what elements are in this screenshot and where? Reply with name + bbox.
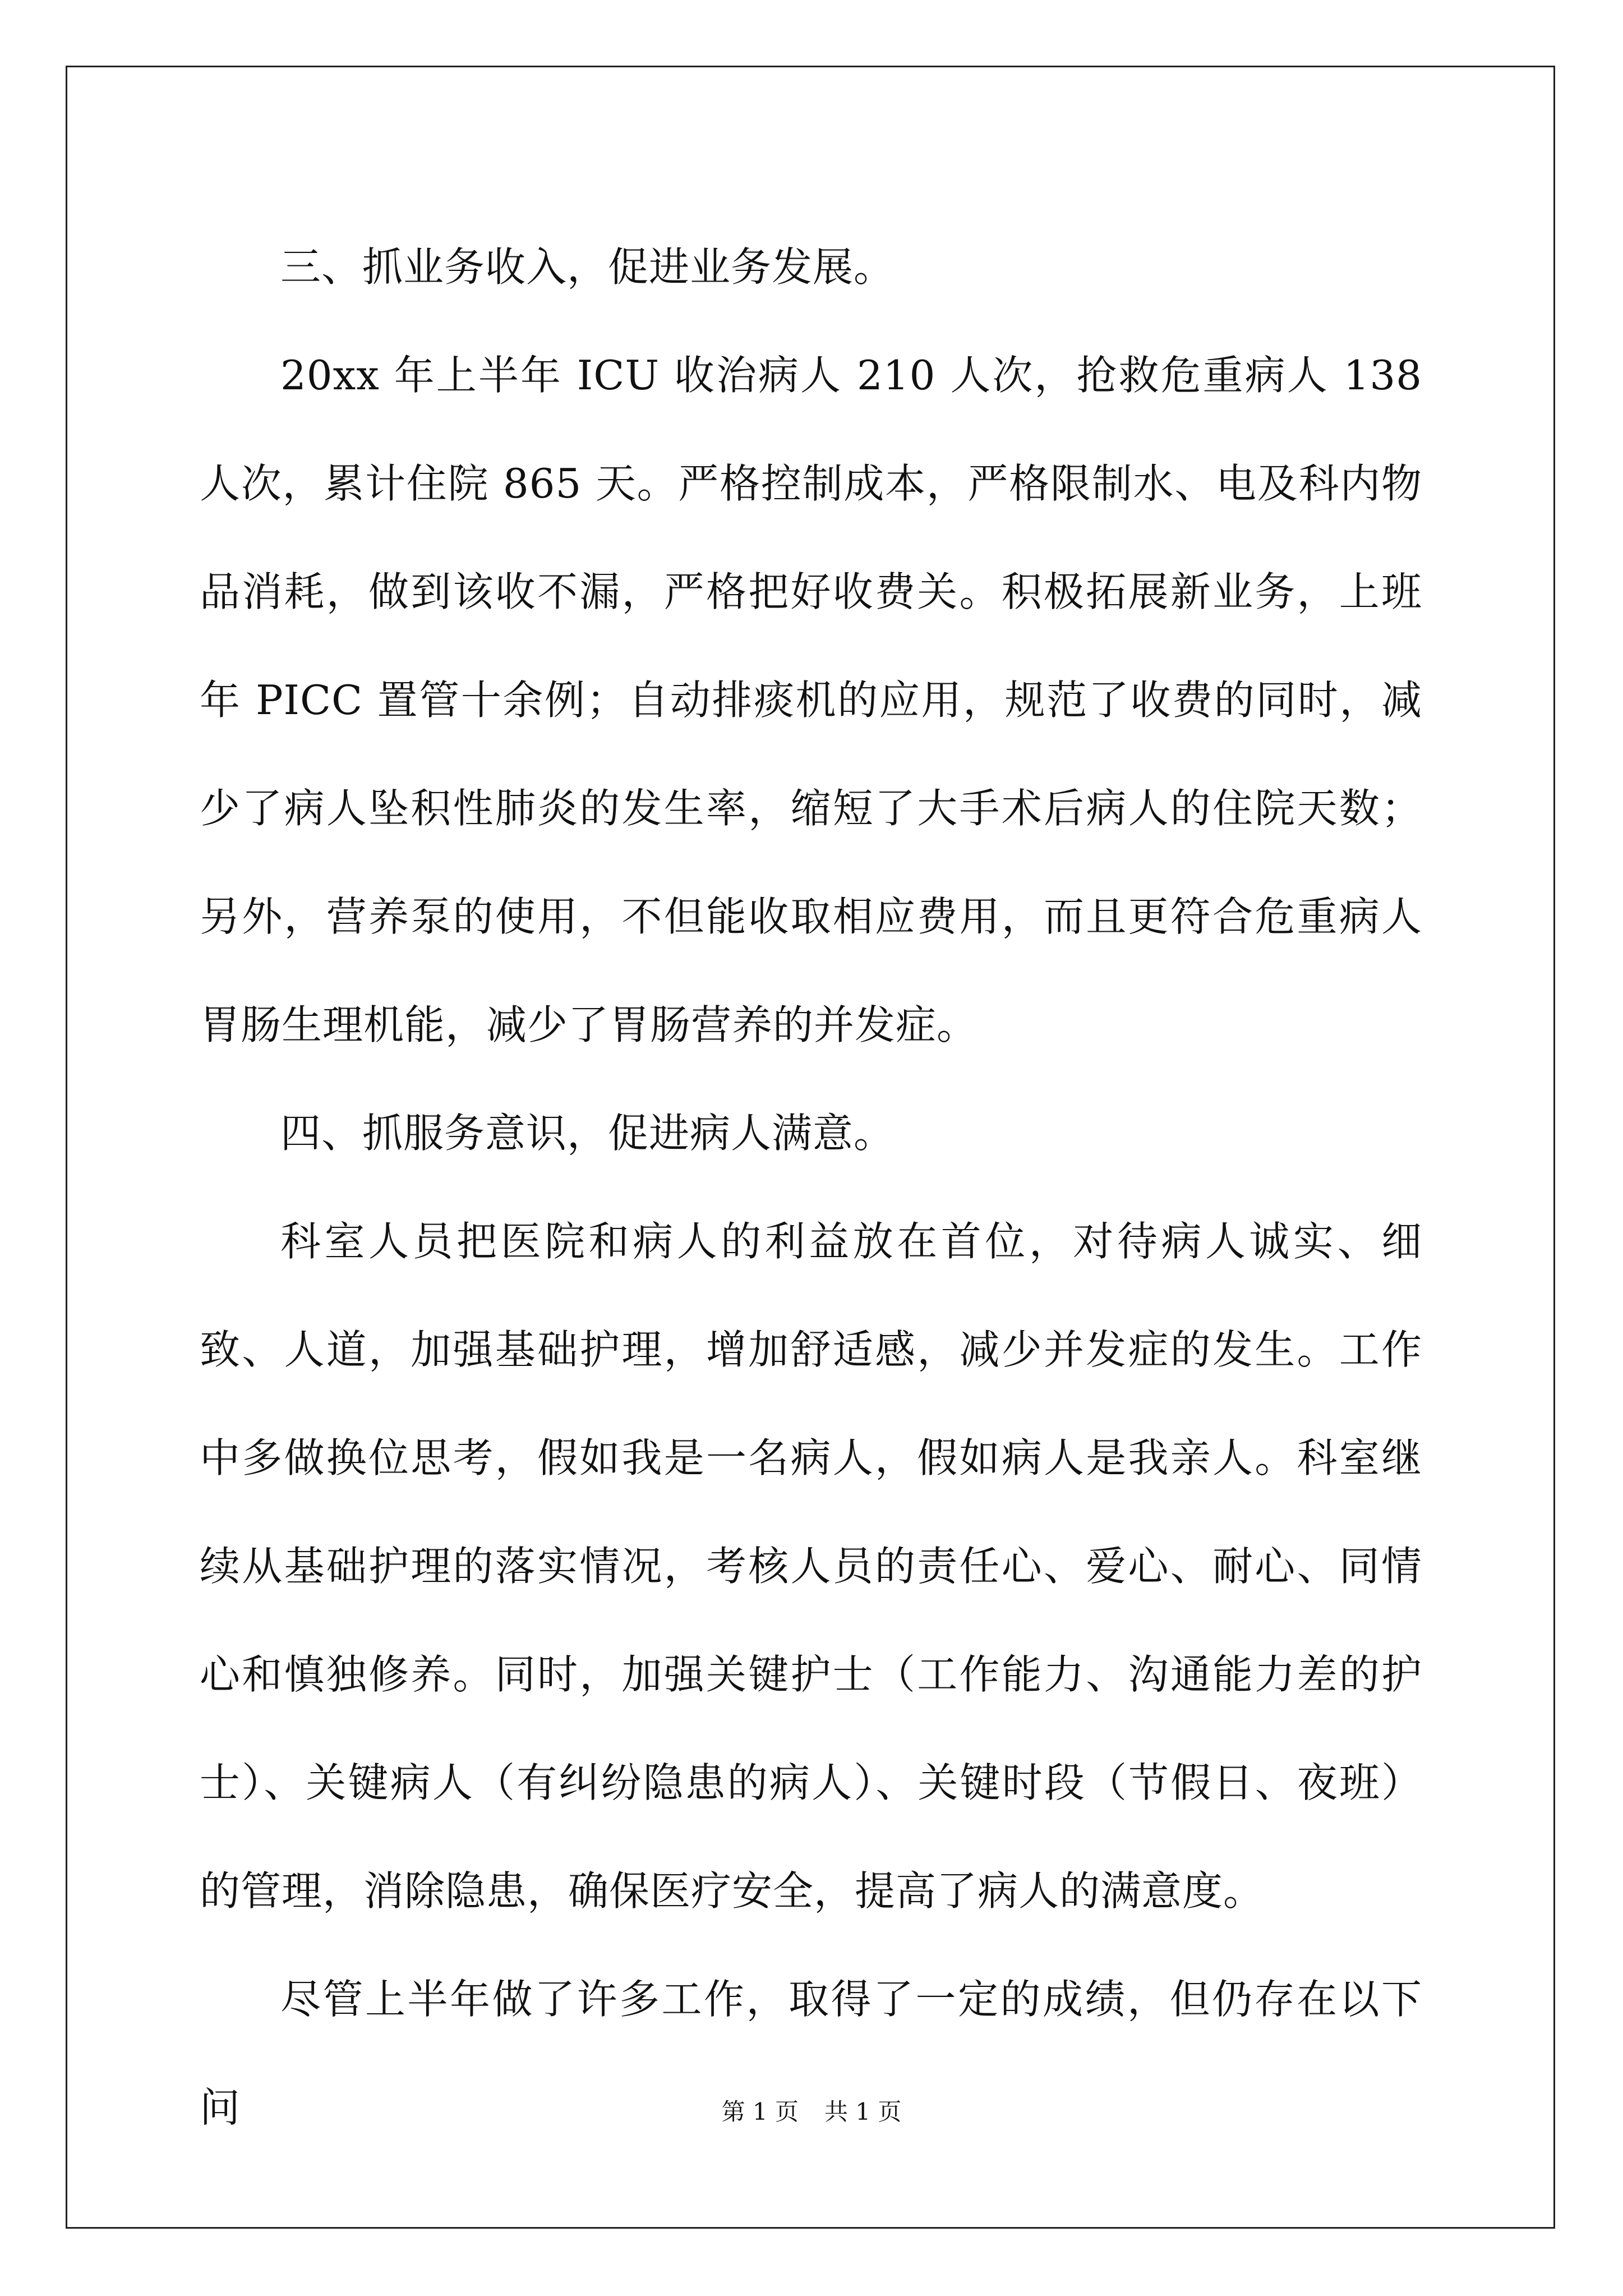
body-paragraph-service: 科室人员把医院和病人的利益放在首位，对待病人诚实、细致、人道，加强基础护理，增加舒适感，减少并发症的发生。工作中多做换位思考，假如我是一名病人，假如病人是我亲人。科室继续从基础护理的落实情况，考核人员的责任心、爱心、耐心、同情心和慎独修养。同时，加强关键护士（工作能力、沟通能力差的护士）、关键病人（有纠纷隐患的病人）、关键时段（节假日、夜班）的管理，消除隐患，确保医疗安全，提高了病人的满意度。 xyxy=(200,1218,1422,1915)
section-heading-four: 四、抓服务意识，促进病人满意。 xyxy=(280,1110,895,1157)
body-paragraph-business: 20xx 年上半年 ICU 收治病人 210 人次，抢救危重病人 138 人次，累计住院 865 天。严格控制成本，严格限制水、电及科内物品消耗，做到该收不漏，严格把好收费关。积极拓展新业务，上班年 PICC 置管十余例；自动排痰机的应用，规范了收费的同时，减少了病人坠积性肺炎的发生率，缩短了大手术后病人的住院天数；另外，营养泵的使用，不但能收取相应费用，而且更符合危重病人胃肠生理机能，减少了胃肠营养的并发症。 xyxy=(200,352,1422,1048)
section-heading-three: 三、抓业务收入，促进业务发展。 xyxy=(280,243,895,291)
document-body xyxy=(200,213,1422,2162)
page-footer xyxy=(0,2095,1623,2129)
page-number-total: 共 1 页 xyxy=(824,2098,902,2125)
page-number-current: 第 1 页 xyxy=(721,2098,799,2125)
body-paragraph-issues: 尽管上半年做了许多工作，取得了一定的成绩，但仍存在以下问 xyxy=(200,1976,1422,2131)
